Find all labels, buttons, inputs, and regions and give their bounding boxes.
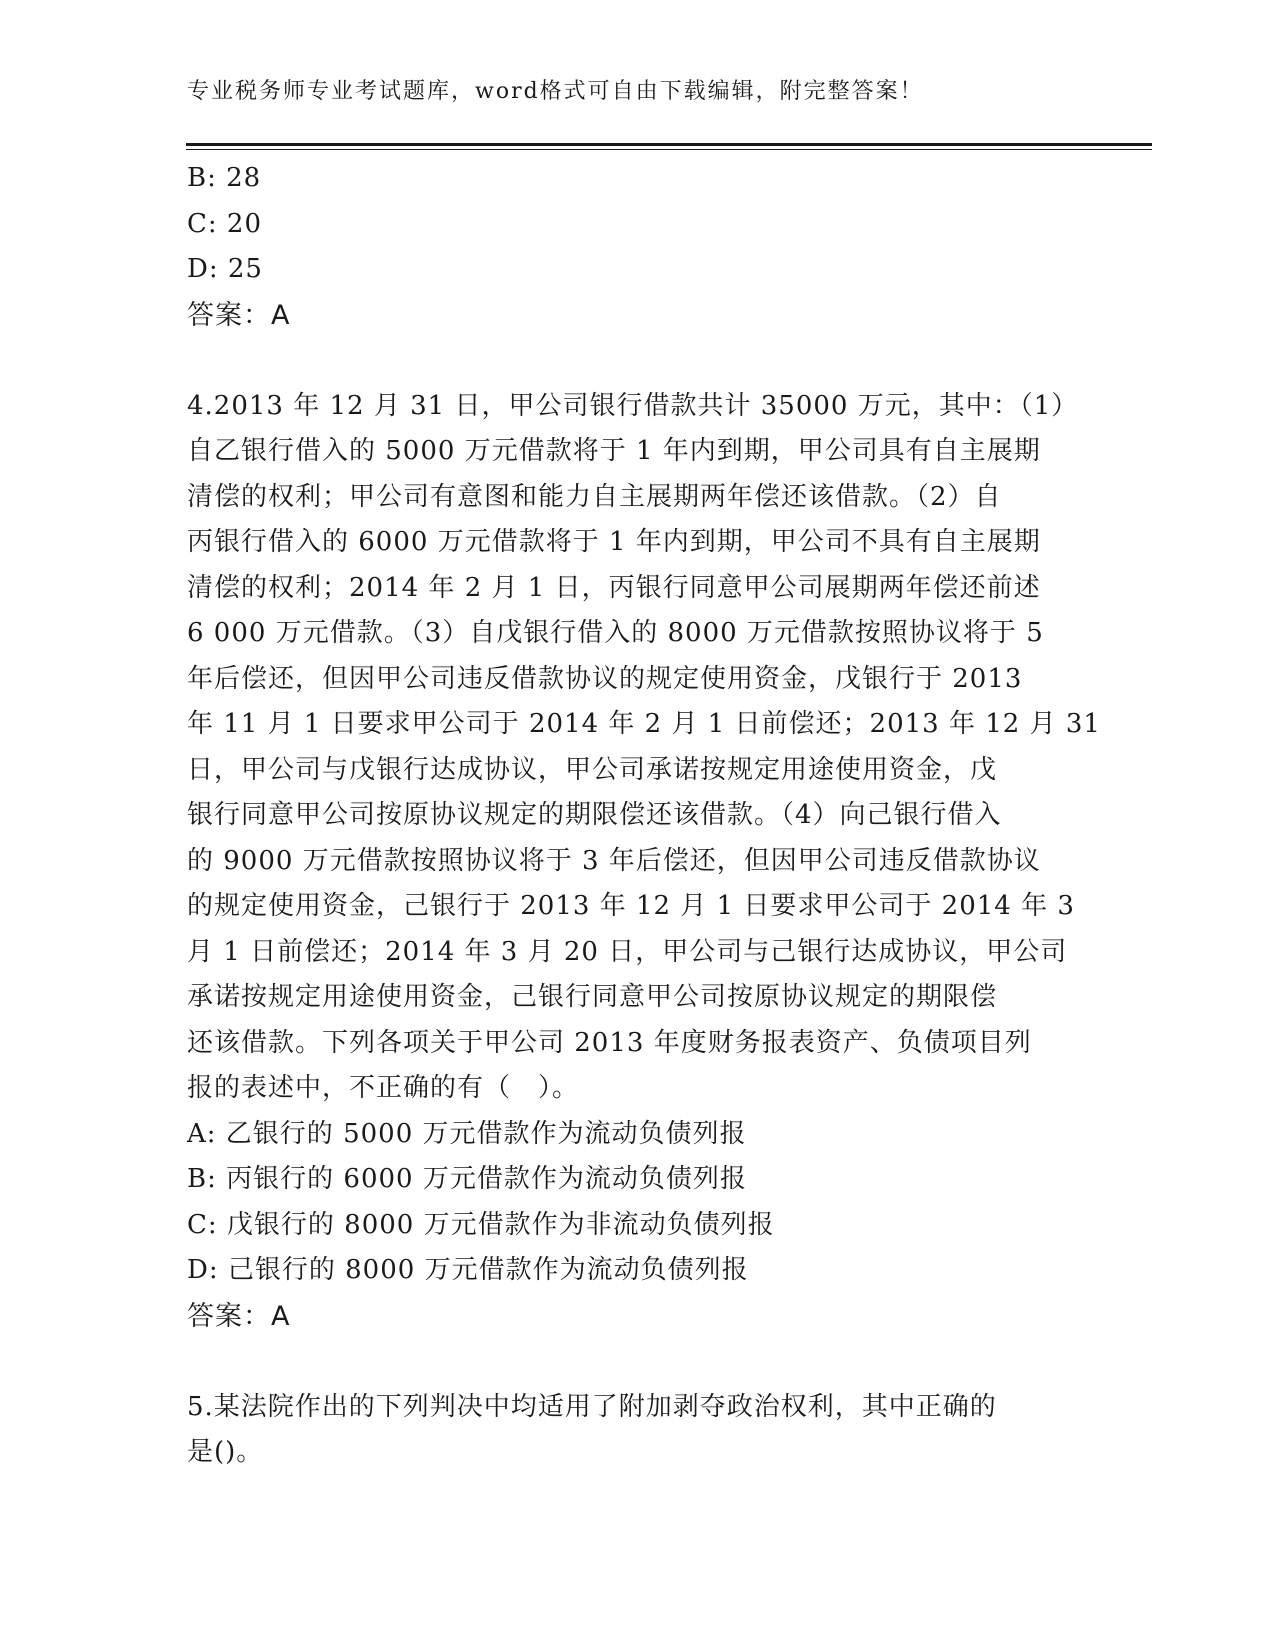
q4-stem-line: 还该借款。下列各项关于甲公司 2013 年度财务报表资产、负债项目列 [187,1027,1032,1058]
q4-stem-line: 的规定使用资金，己银行于 2013 年 12 月 1 日要求甲公司于 2014 年 3 [187,891,1075,921]
header-rule-thin [186,149,1152,150]
q5-stem-line: 是()。 [187,1437,264,1467]
header-rule-thick [186,143,1152,146]
q4-stem-line: 年 11 月 1 日要求甲公司于 2014 年 2 月 1 日前偿还；2013 年 12 月 31 [187,709,1101,739]
q4-option-d: D: 己银行的 8000 万元借款作为流动负债列报 [187,1255,749,1285]
q4-option-a: A: 乙银行的 5000 万元借款作为流动负债列报 [187,1118,747,1149]
q5-stem [187,1385,1087,1476]
spacer [187,1339,1087,1385]
q4-option-b: B: 丙银行的 6000 万元借款作为流动负债列报 [187,1164,747,1194]
page-header: 专业税务师专业考试题库，word格式可自由下载编辑，附完整答案！ [187,79,924,104]
q5-stem-line: 5.某法院作出的下列判决中均适用了附加剥夺政治权利，其中正确的 [187,1391,997,1422]
q3-option-b: B: 28 [187,163,262,193]
q3-answer: 答案：A [187,299,291,331]
q4-answer: 答案：A [187,1300,291,1332]
document-body [187,156,1101,1476]
q3-option-d: D: 25 [187,254,263,284]
q4-stem [187,384,1101,1112]
q4-stem-line: 自乙银行借入的 5000 万元借款将于 1 年内到期，甲公司具有自主展期 [187,436,1041,466]
q4-stem-line: 承诺按规定用途使用资金，己银行同意甲公司按原协议规定的期限偿 [187,982,998,1012]
q3-option-c: C: 20 [187,208,263,239]
q4-stem-line: 月 1 日前偿还；2014 年 3 月 20 日，甲公司与己银行达成协议，甲公司 [187,936,1068,967]
q4-stem-line: 清偿的权利；甲公司有意图和能力自主展期两年偿还该借款。（2）自 [187,481,1002,512]
q4-option-c: C: 戊银行的 8000 万元借款作为非流动负债列报 [187,1209,775,1240]
q4-stem-line: 4.2013 年 12 月 31 日，甲公司银行借款共计 35000 万元，其中：（1） [187,390,1079,421]
q4-stem-line: 银行同意甲公司按原协议规定的期限偿还该借款。（4）向己银行借入 [187,800,1002,830]
q4-stem-line: 的 9000 万元借款按照协议将于 3 年后偿还，但因甲公司违反借款协议 [187,845,1041,876]
spacer [187,338,1087,384]
q4-stem-line: 年后偿还，但因甲公司违反借款协议的规定使用资金，戊银行于 2013 [187,663,1023,694]
q4-stem-line: 清偿的权利；2014 年 2 月 1 日，丙银行同意甲公司展期两年偿还前述 [187,572,1041,603]
q4-stem-line: 报的表述中，不正确的有（ ）。 [187,1073,580,1103]
q4-stem-line: 丙银行借入的 6000 万元借款将于 1 年内到期，甲公司不具有自主展期 [187,527,1041,557]
q4-stem-line: 6 000 万元借款。（3）自戊银行借入的 8000 万元借款按照协议将于 5 [187,618,1044,648]
q4-stem-line: 日，甲公司与戊银行达成协议，甲公司承诺按规定用途使用资金，戊 [187,754,998,785]
